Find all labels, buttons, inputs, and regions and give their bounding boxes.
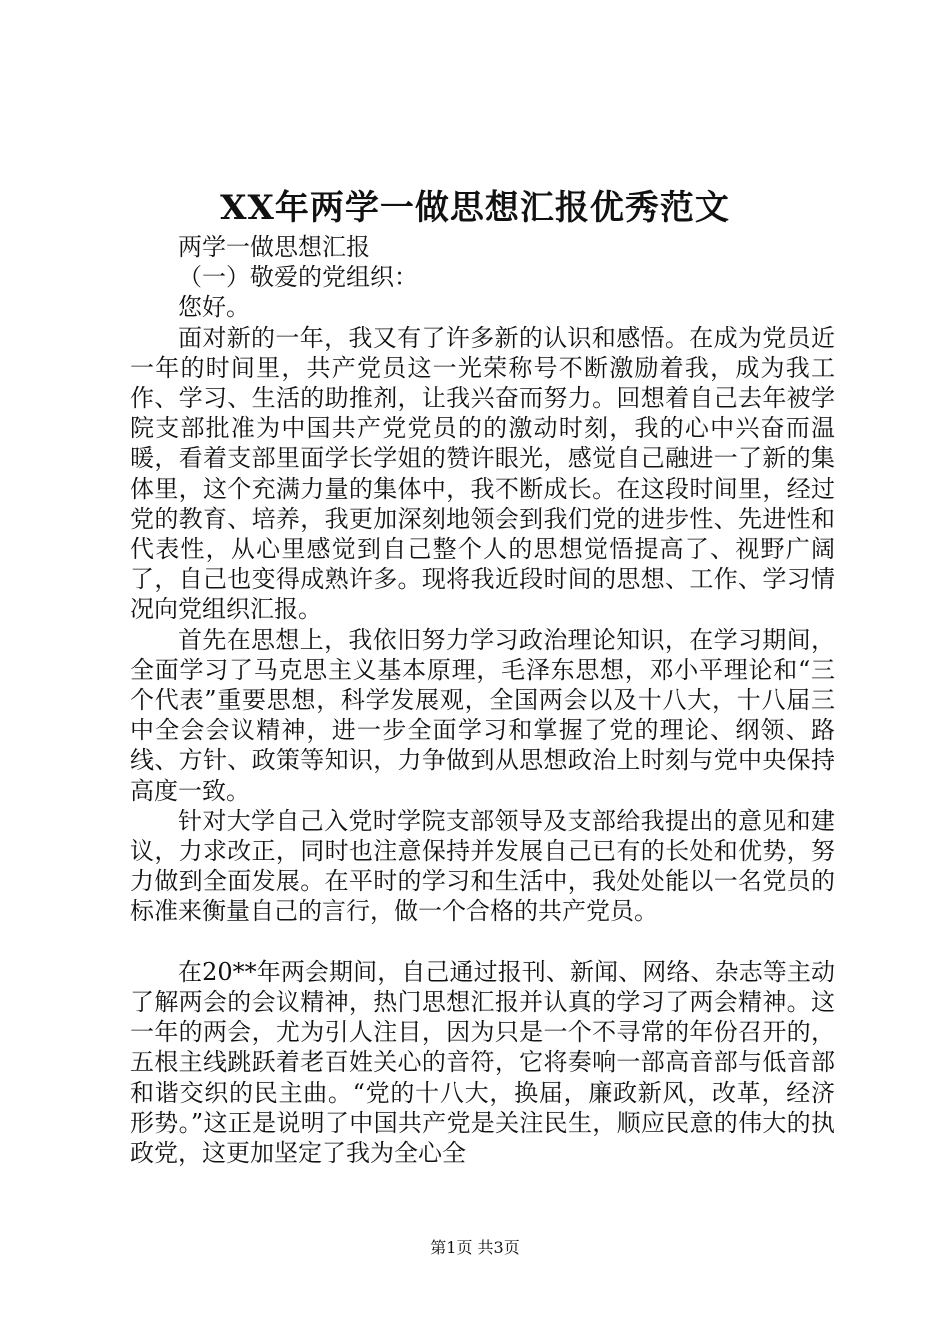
paragraph-salutation: （一）敬爱的党组织： [178, 263, 418, 292]
document-title: XX年两学一做思想汇报优秀范文 [220, 188, 730, 228]
page-footer: 第1页 共3页 [430, 1238, 520, 1257]
paragraph-body: 首先在思想上，我依旧努力学习政治理论知识，在学习期间，全面学习了马克思主义基本原理，毛泽东思想，邓小平理论和“三个代表”重要思想，科学发展观，全国两会以及十八大，十八届三中全会会议精神，进一步全面学习和掌握了党的理论、纲领、路线、方针、政策等知识，力争做到从思想政治上时刻与党中央保持高度一致。 [130, 625, 835, 805]
paragraph-body: 针对大学自己入党时学院支部领导及支部给我提出的意见和建议，力求改正，同时也注意保持并发展自己已有的长处和优势，努力做到全面发展。在平时的学习和生活中，我处处能以一名党员的标准来衡量自己的言行，做一个合格的共产党员。 [130, 806, 835, 926]
paragraph-body: 在20**年两会期间，自己通过报刊、新闻、网络、杂志等主动了解两会的会议精神，热门思想汇报并认真的学习了两会精神。这一年的两会，尤为引人注目，因为只是一个不寻常的年份召开的，五根主线跳跃着老百姓关心的音符，它将奏响一部高音部与低音部和谐交织的民主曲。“党的十八大，换届，廉政新风，改革，经济形势。”这正是说明了中国共产党是关注民生，顺应民意的伟大的执政党，这更加坚定了我为全心全 [130, 957, 835, 1168]
paragraph-body: 面对新的一年，我又有了许多新的认识和感悟。在成为党员近一年的时间里，共产党员这一光荣称号不断激励着我，成为我工作、学习、生活的助推剂，让我兴奋而努力。回想着自己去年被学院支部批准为中国共产党党员的的激动时刻，我的心中兴奋而温暖，看着支部里面学长学姐的赞许眼光，感觉自己融进一了新的集体里，这个充满力量的集体中，我不断成长。在这段时间里，经过党的教育、培养，我更加深刻地领会到我们党的进步性、先进性和代表性，从心里感觉到自己整个人的思想觉悟提高了、视野广阔了，自己也变得成熟许多。现将我近段时间的思想、工作、学习情况向党组织汇报。 [130, 323, 835, 624]
paragraph-greeting: 您好。 [178, 293, 250, 322]
paragraph-subtitle: 两学一做思想汇报 [178, 233, 370, 261]
paragraph-spacer [130, 927, 835, 957]
document-body [130, 232, 835, 1168]
